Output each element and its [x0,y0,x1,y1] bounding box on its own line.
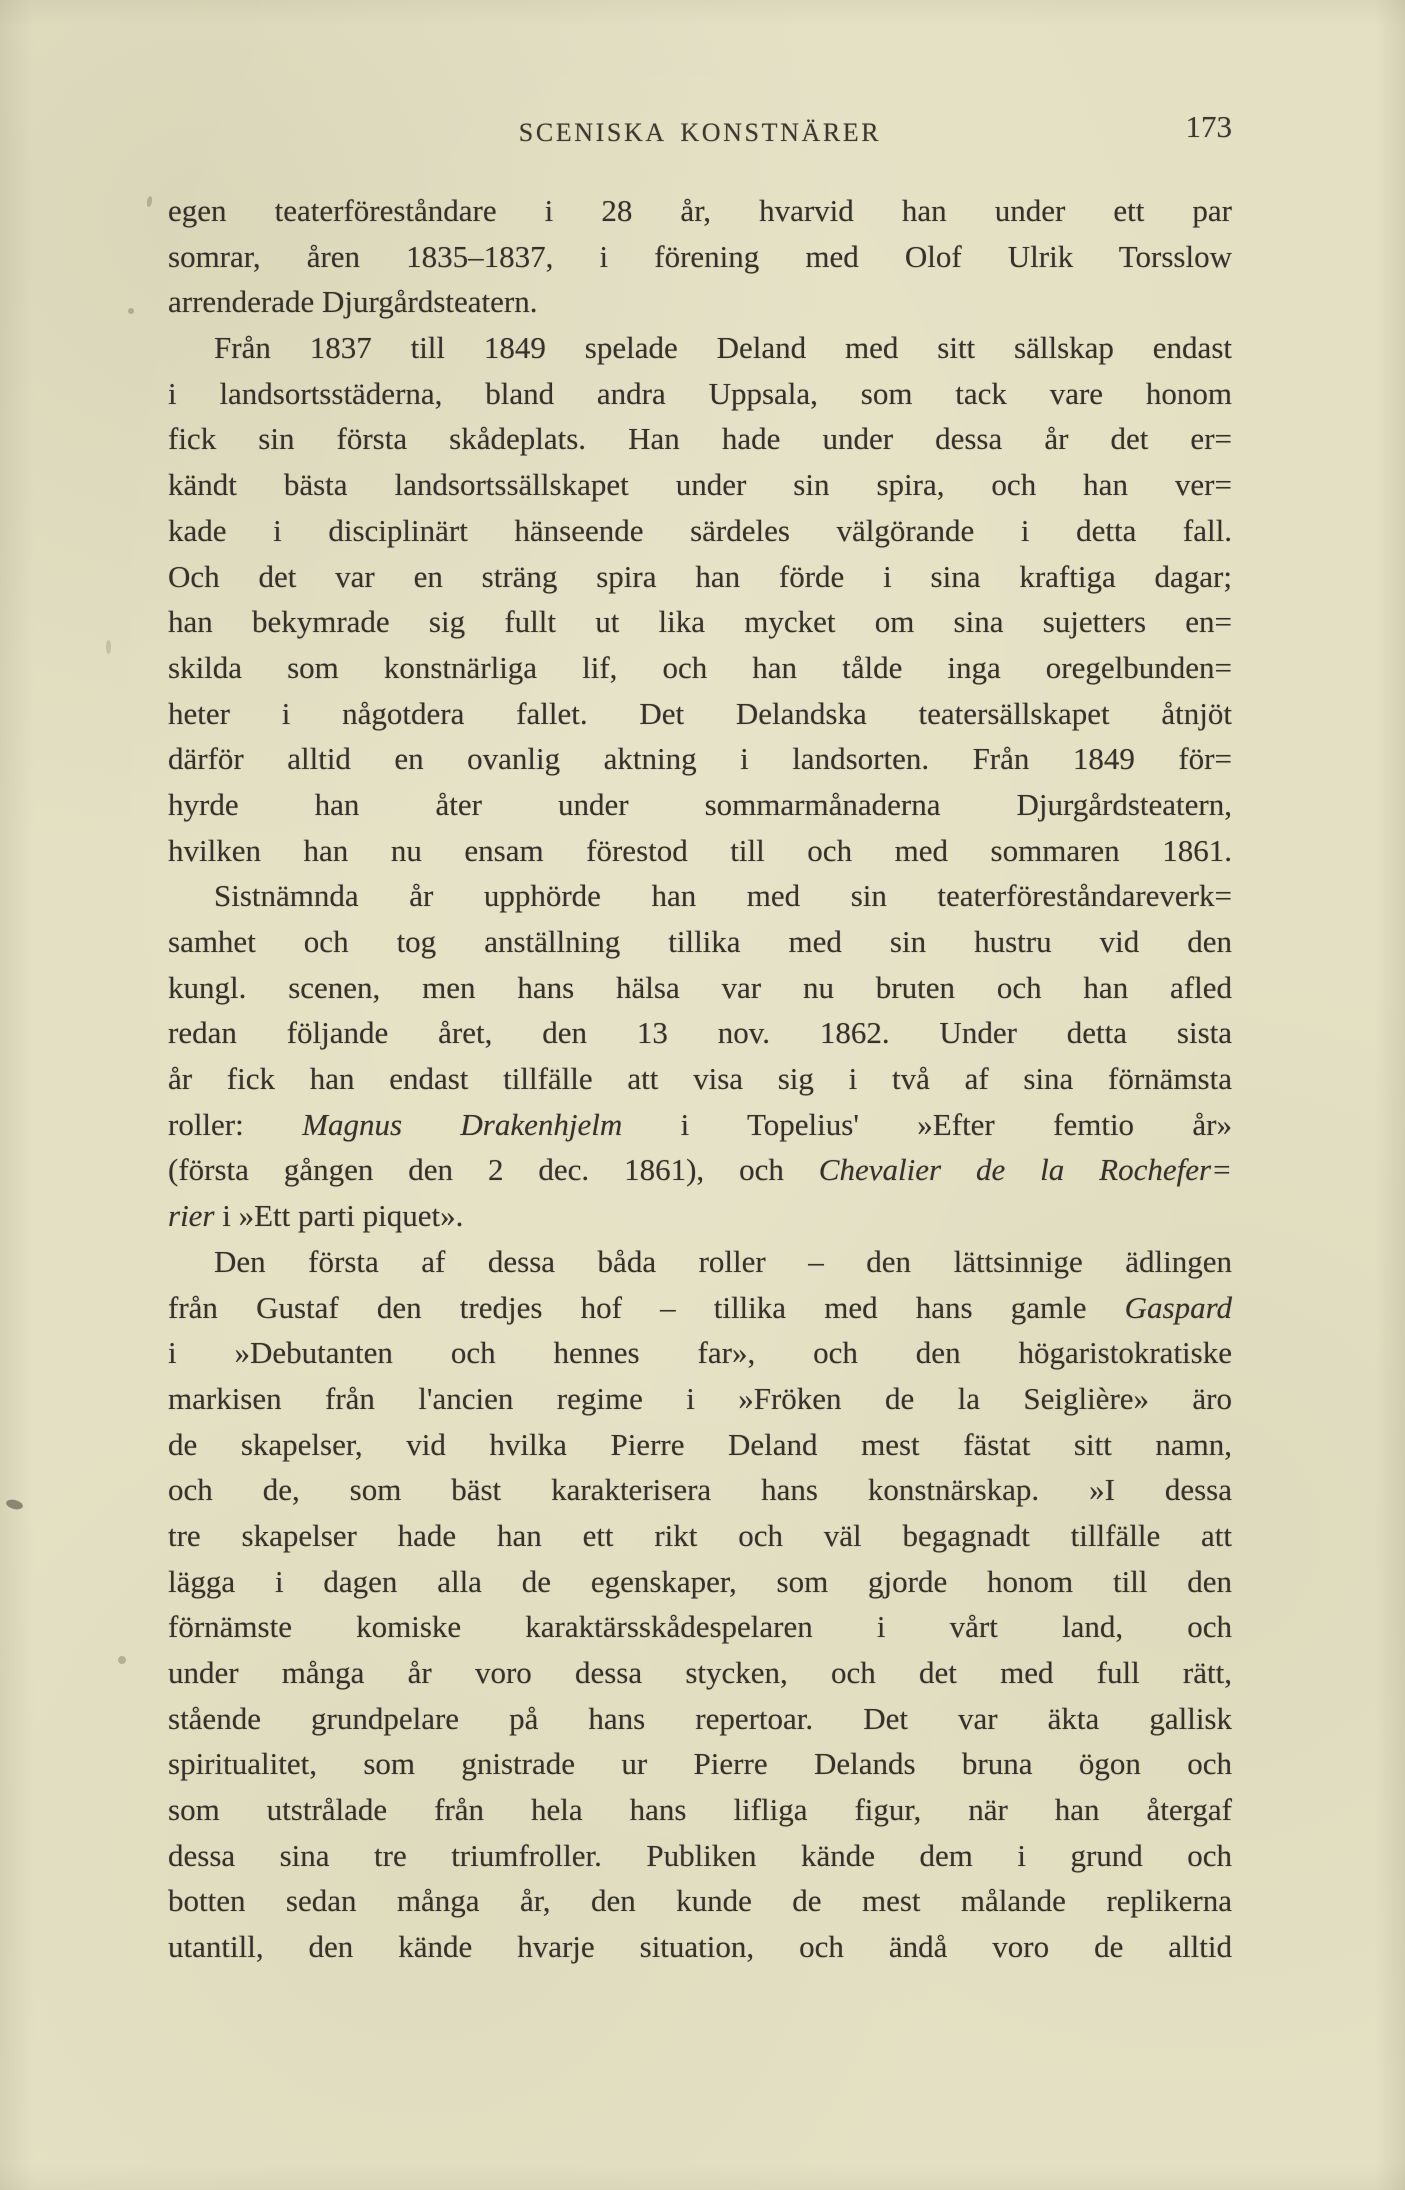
text-run: och de, som bäst karakterisera hans konstnärskap. »I dessa [168,1472,1232,1508]
text-run: egen teaterföreståndare i 28 år, hvarvid han under ett par [168,193,1232,228]
text-line [168,645,1232,691]
text-line [168,965,1232,1011]
text-run: somrar, åren 1835–1837, i förening med Olof Ulrik Torsslow [168,238,1232,274]
text-line [168,1696,1232,1742]
italic-run: Chevalier de la Rochefer= [818,1152,1232,1188]
scan-artifact [146,196,153,208]
text-line [168,325,1232,371]
text-run: förnämste komiske karaktärsskådespelaren i vårt land, och [168,1609,1232,1645]
text-line [168,599,1232,645]
scan-artifact [5,1498,24,1511]
text-run: redan följande året, den 13 nov. 1862. Under detta sista [168,1015,1232,1051]
text-line [168,462,1232,508]
text-run: Sistnämnda år upphörde han med sin teaterföreståndareverk= [214,878,1232,914]
text-line [168,371,1232,417]
text-run: från Gustaf den tredjes hof – tillika med hans gamle [168,1289,1125,1325]
text-line [168,1513,1232,1559]
text-line [168,1467,1232,1513]
text-run: som utstrålade från hela hans lifliga figur, när han återgaf [168,1792,1232,1828]
text-run: i Topelius' »Efter femtio år» [622,1106,1233,1142]
text-run: hyrde han åter under sommarmånaderna Djurgårdsteatern, [168,786,1232,822]
text-line [168,1193,1232,1239]
text-line [168,1559,1232,1605]
text-line [168,873,1232,919]
text-line [168,1285,1232,1331]
text-run: år fick han endast tillfälle att visa sig i två af sina förnämsta [168,1061,1232,1097]
text-run: fick sin första skådeplats. Han hade under dessa år det er= [168,421,1232,457]
text-line [168,1604,1232,1650]
text-run: hvilken han nu ensam förestod till och med sommaren 1861. [168,832,1232,868]
text-run: skilda som konstnärliga lif, och han tålde inga oregelbunden= [168,649,1232,685]
text-run: Och det var en sträng spira han förde i sina kraftiga dagar; [168,558,1232,594]
text-line [168,234,1232,280]
text-run: i »Debutanten och hennes far», och den högaristokratiske [168,1335,1232,1371]
text-line [168,828,1232,874]
scan-artifact [106,640,111,654]
text-line [168,1833,1232,1879]
text-run: Från 1837 till 1849 spelade Deland med sitt sällskap endast [214,330,1232,366]
text-line [168,919,1232,965]
page-header [168,109,1232,152]
text-run: tre skapelser hade han ett rikt och väl begagnadt tillfälle att [168,1517,1232,1553]
scan-artifact [118,1656,126,1664]
scan-artifact [128,308,134,314]
text-run: utantill, den kände hvarje situation, och ändå voro de alltid [168,1929,1232,1965]
text-line [168,1376,1232,1422]
text-run: kändt bästa landsortssällskapet under sin spira, och han ver= [168,467,1232,503]
text-run: botten sedan många år, den kunde de mest målande replikerna [168,1883,1232,1919]
text-run: Den första af dessa båda roller – den lättsinnige ädlingen [214,1243,1232,1279]
italic-run: Gaspard [1124,1289,1232,1325]
text-run: de skapelser, vid hvilka Pierre Deland mest fästat sitt namn, [168,1426,1232,1462]
text-line [168,1239,1232,1285]
text-run: dessa sina tre triumfroller. Publiken kände dem i grund och [168,1837,1232,1873]
text-run: kungl. scenen, men hans hälsa var nu bruten och han afled [168,969,1232,1005]
text-line [168,1102,1232,1148]
text-run: spiritualitet, som gnistrade ur Pierre Delands bruna ögon och [168,1746,1232,1782]
text-run: i »Ett parti piquet». [214,1198,464,1234]
text-line [168,1650,1232,1696]
text-run: markisen från l'ancien regime i »Fröken de la Seiglière» äro [168,1380,1232,1416]
text-run: kade i disciplinärt hänseende särdeles välgörande i detta fall. [168,512,1232,548]
text-line [168,1878,1232,1924]
text-block [168,188,1232,1970]
text-line [168,691,1232,737]
text-run: lägga i dagen alla de egenskaper, som gjorde honom till den [168,1563,1232,1599]
text-run: (första gången den 2 dec. 1861), och [168,1152,819,1188]
text-line [168,554,1232,600]
text-run: stående grundpelare på hans repertoar. Det var äkta gallisk [168,1700,1232,1736]
text-run: arrenderade Djurgårdsteatern. [168,284,538,320]
text-run: därför alltid en ovanlig aktning i landsorten. Från 1849 för= [168,741,1232,777]
text-run: heter i någotdera fallet. Det Delandska teatersällskapet åtnjöt [168,695,1232,731]
text-run: samhet och tog anställning tillika med sin hustru vid den [168,924,1232,959]
text-run: under många år voro dessa stycken, och det med full rätt, [168,1655,1232,1690]
italic-run: Magnus Drakenhjelm [302,1106,623,1142]
text-line [168,1422,1232,1468]
text-line [168,279,1232,325]
text-line [168,1924,1232,1970]
text-line [168,736,1232,782]
text-run: roller: [168,1106,303,1142]
text-run: han bekymrade sig fullt ut lika mycket om sina sujetters en= [168,604,1232,640]
text-line [168,188,1232,234]
page-number: 173 [1185,109,1232,144]
text-line [168,1787,1232,1833]
text-line [168,1330,1232,1376]
running-title: SCENISKA KONSTNÄRER [518,118,882,147]
text-line [168,1056,1232,1102]
italic-run: rier [168,1198,215,1234]
text-line [168,508,1232,554]
text-line [168,1147,1232,1193]
text-line [168,416,1232,462]
text-line [168,1741,1232,1787]
text-line [168,1010,1232,1056]
text-line [168,782,1232,828]
text-run: i landsortsstäderna, bland andra Uppsala, som tack vare honom [168,375,1232,411]
